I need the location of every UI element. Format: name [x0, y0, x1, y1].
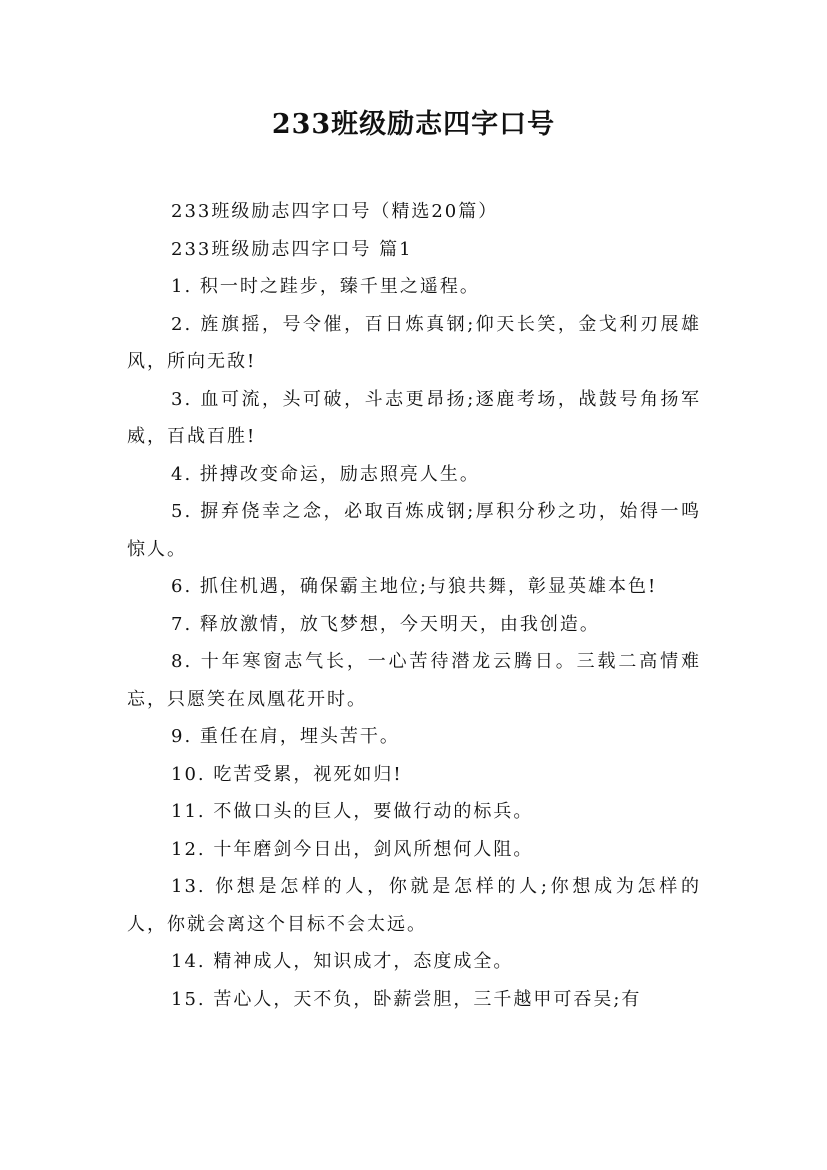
- slogan-item-8: 8. 十年寒窗志气长，一心苦待潜龙云腾日。三载二高情难忘，只愿笑在凤凰花开时。: [127, 651, 701, 710]
- document-body: [127, 193, 701, 1018]
- slogan-item-14: 14. 精神成人，知识成才，态度成全。: [171, 951, 514, 972]
- slogan-item-2: 2. 旌旗摇，号令催，百日炼真钢;仰天长笑，金戈利刃展雄风，所向无敌!: [127, 313, 701, 372]
- slogan-item-5: 5. 摒弃侥幸之念，必取百炼成钢;厚积分秒之功，始得一鸣惊人。: [127, 501, 701, 560]
- slogan-item-9: 9. 重任在肩，埋头苦干。: [171, 726, 400, 747]
- document-title: 233班级励志四字口号: [271, 109, 556, 140]
- paragraph-section-heading: 233班级励志四字口号 篇1: [171, 238, 413, 260]
- slogan-item-15: 15. 苦心人，天不负，卧薪尝胆，三千越甲可吞吴;有: [171, 988, 642, 1010]
- slogan-item-1: 1. 积一时之跬步，臻千里之遥程。: [171, 276, 480, 297]
- slogan-item-12: 12. 十年磨剑今日出，剑风所想何人阻。: [171, 838, 534, 860]
- slogan-item-11: 11. 不做口头的巨人，要做行动的标兵。: [171, 801, 534, 822]
- slogan-item-4: 4. 拼搏改变命运，励志照亮人生。: [171, 463, 480, 485]
- slogan-item-10: 10. 吃苦受累，视死如归!: [171, 763, 403, 785]
- slogan-item-6: 6. 抓住机遇，确保霸主地位;与狼共舞，彰显英雄本色!: [171, 576, 658, 597]
- paragraph-subtitle: 233班级励志四字口号（精选20篇）: [171, 201, 499, 222]
- slogan-item-13: 13. 你想是怎样的人，你就是怎样的人;你想成为怎样的人，你就会离这个目标不会太远。: [127, 876, 701, 935]
- slogan-item-7: 7. 释放激情，放飞梦想，今天明天，由我创造。: [171, 613, 600, 635]
- slogan-item-3: 3. 血可流，头可破，斗志更昂扬;逐鹿考场，战鼓号角扬军威，百战百胜!: [127, 388, 701, 447]
